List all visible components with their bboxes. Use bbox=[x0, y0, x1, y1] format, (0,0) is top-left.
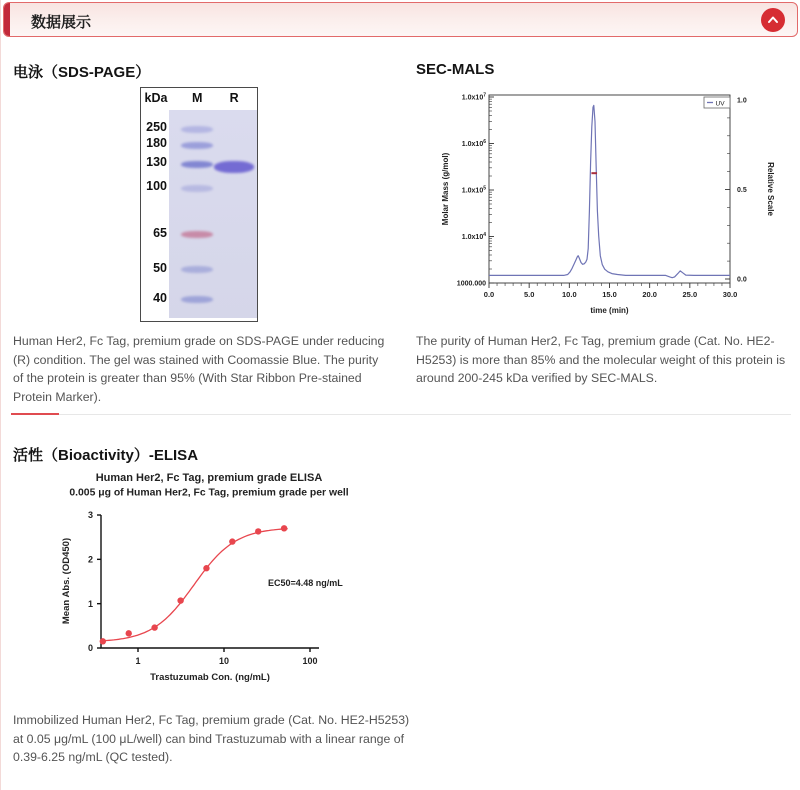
sec-mals-chart bbox=[416, 85, 800, 330]
section-title-sec-mals: SEC-MALS bbox=[416, 61, 495, 78]
ec50-annotation: EC50=4.48 ng/mL bbox=[268, 578, 343, 588]
section-title-elisa: 活性（Bioactivity）-ELISA bbox=[13, 447, 199, 464]
gel-kda-label: 180 bbox=[146, 136, 167, 151]
data-point bbox=[126, 630, 132, 636]
gel-kda-label: 250 bbox=[146, 120, 167, 135]
gel-kda-label: 40 bbox=[153, 290, 167, 305]
svg-text:30.0: 30.0 bbox=[722, 290, 738, 299]
svg-text:1.0x106: $1.0x10^6$ bbox=[461, 139, 486, 148]
gel-kda-label: 130 bbox=[146, 155, 167, 170]
svg-text:10.0: 10.0 bbox=[562, 290, 577, 299]
gel-lane-label-r: R bbox=[229, 91, 239, 105]
fit-curve bbox=[100, 529, 288, 641]
svg-text:3: 3 bbox=[87, 510, 93, 521]
svg-text:Human Her2, Fc Tag, premium gr: Human Her2, Fc Tag, premium grade ELISA bbox=[95, 472, 323, 484]
svg-text:5.0: 5.0 bbox=[523, 290, 535, 299]
data-point bbox=[203, 565, 209, 571]
data-point bbox=[100, 638, 106, 644]
svg-text:1.0: 1.0 bbox=[737, 97, 747, 105]
svg-text:1.0x104: $1.0x10^4$ bbox=[461, 232, 486, 241]
section-title-sds-page: 电泳（SDS-PAGE） bbox=[13, 64, 151, 81]
svg-text:0.005 μg of Human Her2, Fc Tag: 0.005 μg of Human Her2, Fc Tag, premium grade per well bbox=[69, 487, 349, 499]
header-accent-bar bbox=[4, 3, 10, 36]
data-point bbox=[255, 528, 261, 534]
collapse-button[interactable] bbox=[761, 8, 785, 32]
svg-text:2: 2 bbox=[87, 554, 93, 565]
svg-text:Relative Scale: Relative Scale bbox=[766, 162, 775, 216]
svg-text:25.0: 25.0 bbox=[682, 290, 698, 299]
svg-text:Molar Mass (g/mol): Molar Mass (g/mol) bbox=[441, 152, 450, 226]
gel-kda-label: 50 bbox=[153, 260, 167, 275]
svg-text:1.0x105: $1.0x10^5$ bbox=[461, 185, 486, 195]
gel-marker-band bbox=[181, 231, 213, 238]
elisa-chart bbox=[56, 468, 406, 693]
svg-text:20.0: 20.0 bbox=[642, 290, 657, 299]
uv-trace bbox=[489, 105, 730, 277]
axes bbox=[489, 95, 730, 288]
data-point bbox=[229, 538, 235, 544]
section-divider bbox=[11, 414, 791, 415]
svg-text:1: 1 bbox=[135, 656, 141, 666]
gel-kda-label: 65 bbox=[153, 225, 167, 240]
svg-text:1: 1 bbox=[87, 598, 93, 609]
svg-text:time (min): time (min) bbox=[590, 306, 629, 315]
data-point bbox=[281, 525, 287, 531]
gel-kda-label: 100 bbox=[146, 179, 167, 194]
svg-text:1.0x107: $1.0x10^7$ bbox=[461, 92, 486, 102]
sec-mals-caption: The purity of Human Her2, Fc Tag, premium grade (Cat. No. HE2-H5253) is more than 85% and the molecular weight of this protein is around 200-245 kDa verified by SEC-MALS. bbox=[416, 334, 786, 386]
header-title: 数据展示 bbox=[31, 14, 92, 31]
sds-page-caption: Human Her2, Fc Tag, premium grade on SDS-PAGE under reducing (R) condition. The gel was stained with Coomassie Blue. The purity of the protein is greater than 95% (With Star Ribbon Pre-stained Protein Marker). bbox=[13, 334, 385, 405]
chevron-up-icon bbox=[761, 8, 785, 32]
svg-text:0: 0 bbox=[87, 643, 93, 654]
gel-unit-label: kDa bbox=[144, 91, 168, 105]
svg-text:Mean Abs. (OD450): Mean Abs. (OD450) bbox=[61, 537, 72, 625]
gel-marker-band bbox=[181, 126, 213, 133]
svg-text:Trastuzumab Con. (ng/mL): Trastuzumab Con. (ng/mL) bbox=[150, 672, 270, 683]
svg-text:0.0: 0.0 bbox=[737, 276, 747, 284]
gel-marker-band bbox=[181, 161, 213, 168]
legend bbox=[704, 97, 730, 108]
gel-lane-area bbox=[169, 110, 257, 318]
gel-marker-band bbox=[181, 142, 213, 149]
svg-text:UV: UV bbox=[715, 100, 725, 108]
svg-text:0.0: 0.0 bbox=[483, 290, 495, 299]
svg-text:1000.000: 1000.000 bbox=[456, 280, 486, 288]
gel-sample-band bbox=[214, 161, 254, 173]
sds-page-gel-image bbox=[140, 87, 258, 322]
gel-marker-band bbox=[181, 185, 213, 192]
data-display-header[interactable] bbox=[3, 2, 798, 37]
divider-accent bbox=[11, 413, 59, 415]
svg-text:10: 10 bbox=[218, 656, 230, 666]
data-point bbox=[177, 597, 183, 603]
svg-text:15.0: 15.0 bbox=[602, 290, 617, 299]
svg-text:100: 100 bbox=[302, 656, 318, 666]
elisa-caption: Immobilized Human Her2, Fc Tag, premium grade (Cat. No. HE2-H5253) at 0.05 μg/mL (100 μL/well) can bind Trastuzumab with a linear range of 0.39-6.25 ng/mL (QC tested). bbox=[13, 713, 410, 765]
data-point bbox=[151, 624, 157, 630]
gel-lane-label-m: M bbox=[191, 91, 203, 105]
svg-text:0.5: 0.5 bbox=[737, 187, 747, 194]
